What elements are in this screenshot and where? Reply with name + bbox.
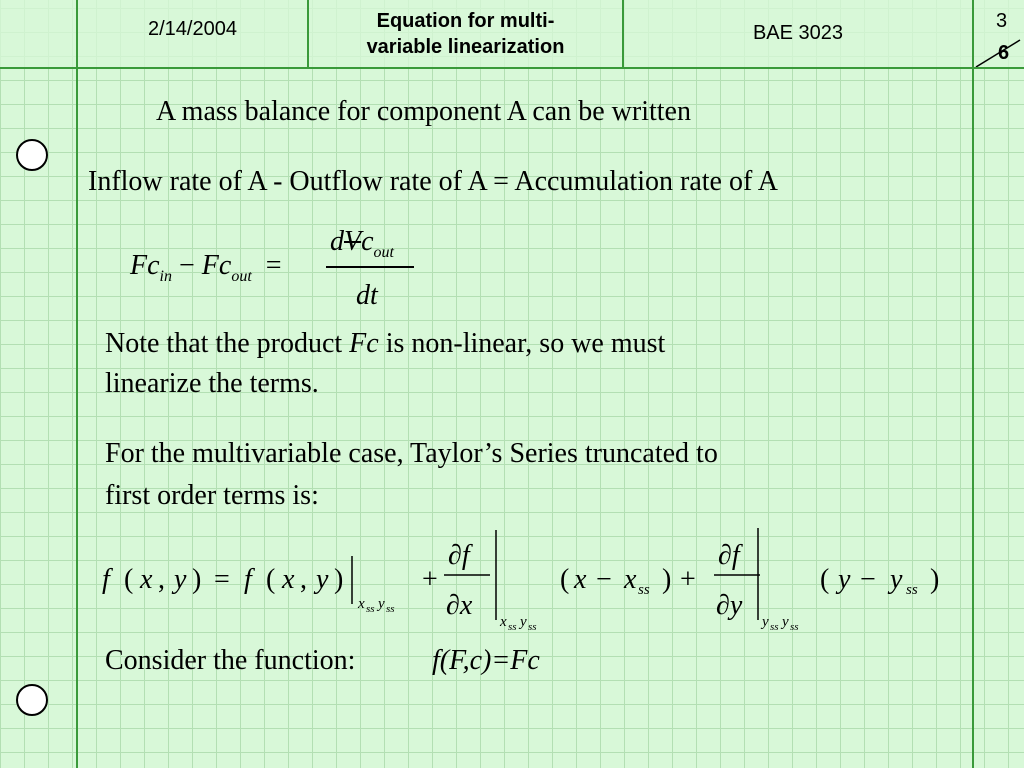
svg-text:ss: ss xyxy=(906,582,918,598)
mass-balance-words: Inflow rate of A - Outflow rate of A = Accumulation rate of A xyxy=(88,166,778,197)
svg-text:): ) xyxy=(334,564,344,595)
svg-text:y: y xyxy=(782,614,789,630)
left-margin-line xyxy=(76,67,78,768)
svg-text:ss: ss xyxy=(366,603,375,615)
mass-balance-intro: A mass balance for component A can be written xyxy=(156,96,691,127)
header-course: BAE 3023 xyxy=(752,22,844,44)
note-text-post: is non-linear, so we must xyxy=(378,328,666,359)
svg-text:∂f: ∂f xyxy=(718,540,740,571)
svg-text:y: y xyxy=(378,596,385,612)
svg-text:y: y xyxy=(316,564,329,595)
consider-function-label: Consider the function: xyxy=(105,645,356,676)
svg-text:y: y xyxy=(762,614,769,630)
slide-number: 3 xyxy=(996,10,1008,32)
svg-text:−: − xyxy=(596,564,612,595)
svg-text:x: x xyxy=(282,564,295,595)
svg-text:x: x xyxy=(500,614,507,630)
taylor-series-equation xyxy=(96,520,966,640)
svg-text:): ) xyxy=(192,564,202,595)
svg-text:(: ( xyxy=(560,564,570,595)
svg-text:ss: ss xyxy=(638,582,650,598)
svg-text:−: − xyxy=(860,564,876,595)
svg-text:x: x xyxy=(574,564,587,595)
svg-text:x: x xyxy=(140,564,153,595)
equation-denominator: dt xyxy=(356,280,378,311)
note-line1 xyxy=(105,328,665,360)
svg-text:f: f xyxy=(102,564,110,595)
svg-text:∂x: ∂x xyxy=(446,590,473,621)
svg-text:(: ( xyxy=(266,564,276,595)
binder-hole xyxy=(16,139,48,171)
equation-numerator: dVc$_{out}$ xyxy=(330,226,394,261)
svg-text:+: + xyxy=(422,564,438,595)
svg-text:(: ( xyxy=(820,564,830,595)
svg-text:): ) xyxy=(662,564,672,595)
right-margin-line xyxy=(972,67,974,768)
header-title xyxy=(309,0,622,67)
svg-text:ss: ss xyxy=(528,621,537,633)
taylor-line2: first order terms is: xyxy=(105,480,319,511)
svg-text:+: + xyxy=(680,564,696,595)
svg-text:ss: ss xyxy=(790,621,799,633)
header-title-line2: variable linearization xyxy=(366,35,565,58)
svg-text:(: ( xyxy=(124,564,134,595)
svg-text:∂f: ∂f xyxy=(448,540,470,571)
svg-text:): ) xyxy=(930,564,940,595)
svg-text:f: f xyxy=(244,564,252,595)
svg-text:,: , xyxy=(300,564,307,595)
function-definition: f(F,c)=Fc xyxy=(432,645,540,676)
note-fc: Fc xyxy=(349,328,379,359)
svg-text:x: x xyxy=(624,564,637,595)
svg-text:,: , xyxy=(158,564,165,595)
svg-text:y: y xyxy=(838,564,851,595)
svg-text:ss: ss xyxy=(770,621,779,633)
svg-text:y: y xyxy=(890,564,903,595)
svg-text:x: x xyxy=(358,596,365,612)
taylor-line1: For the multivariable case, Taylor’s Series truncated to xyxy=(105,438,718,469)
svg-text:∂y: ∂y xyxy=(716,590,743,621)
header-date: 2/14/2004 xyxy=(148,18,237,40)
svg-text:=: = xyxy=(214,564,230,595)
header-title-line1: Equation for multi- xyxy=(376,9,555,32)
svg-text:y: y xyxy=(520,614,527,630)
note-text-pre: Note that the product xyxy=(105,328,350,359)
slide-header xyxy=(0,0,1024,69)
svg-text:ss: ss xyxy=(386,603,395,615)
svg-text:ss: ss xyxy=(508,621,517,633)
slide-total: 6 xyxy=(998,42,1010,64)
binder-hole xyxy=(16,684,48,716)
fraction-bar xyxy=(326,266,414,268)
svg-text:y: y xyxy=(174,564,187,595)
equation-lhs: $Fc_{in} - Fc_{out}$ = xyxy=(130,250,282,285)
note-line2: linearize the terms. xyxy=(105,368,319,399)
